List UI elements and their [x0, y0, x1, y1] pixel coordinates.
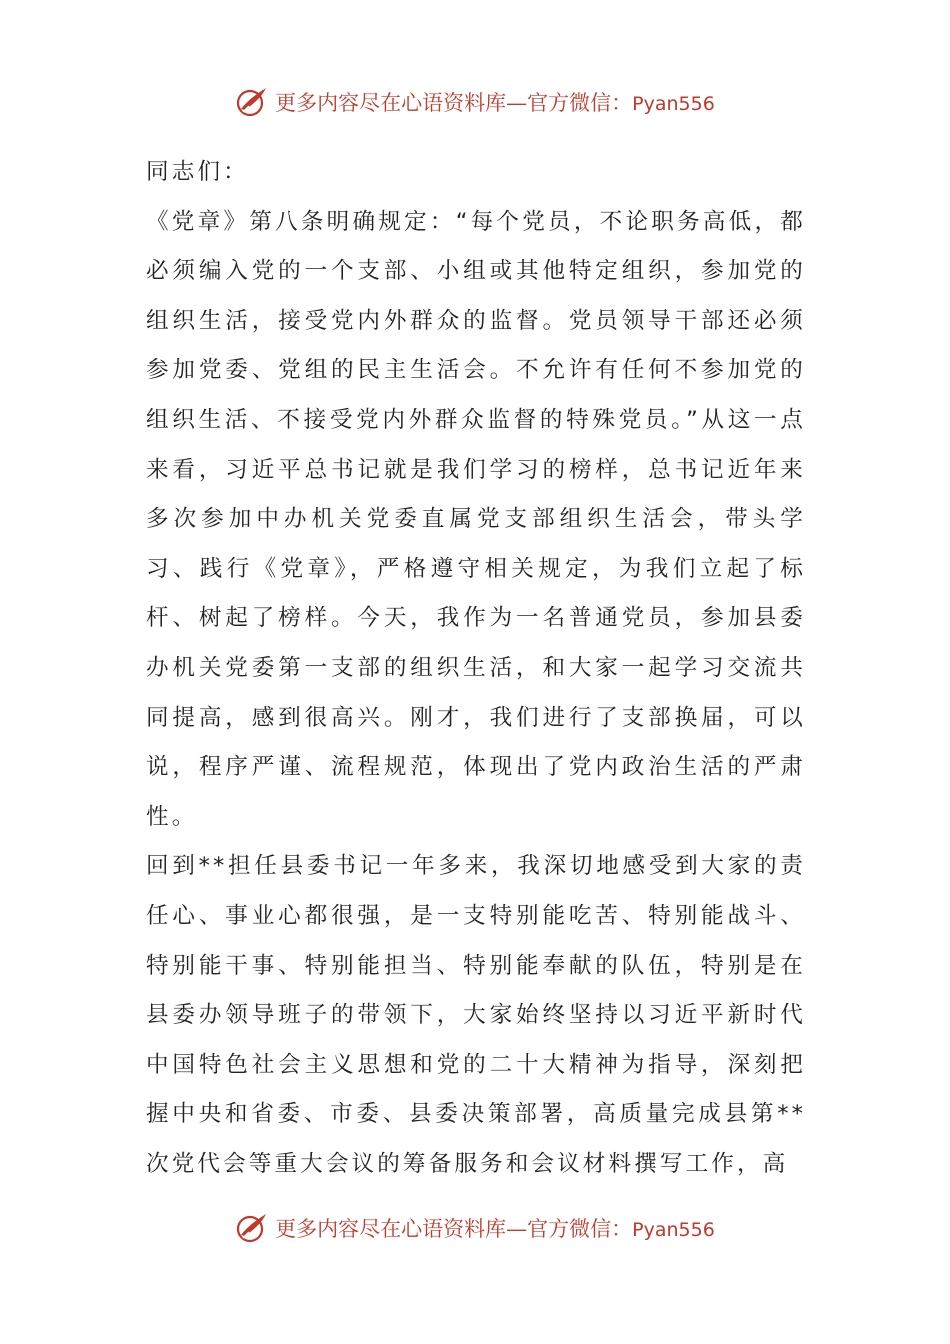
quill-logo-icon [235, 85, 269, 119]
footer-watermark [0, 1208, 950, 1248]
salutation: 同志们： [146, 159, 249, 185]
paragraph-1: 《党章》第八条明确规定：“每个党员，不论职务高低，都必须编入党的一个支部、小组或其他特定组织，参加党的组织生活，接受党内外群众的监督。党员领导干部还必须参加党委、党组的民主生活会。不允许有任何不参加党的组织生活、不接受党内外群众监督的特殊党员。”从这一点来看，习近平总书记就是我们学习的榜样，总书记近年来多次参加中办机关党委直属党支部组织生活会，带头学习、践行《党章》，严格遵守相关规定，为我们立起了标杆、树起了榜样。今天，我作为一名普通党员，参加县委办机关党委第一支部的组织生活，和大家一起学习交流共同提高，感到很高兴。刚才，我们进行了支部换届，可以说，程序严谨、流程规范，体现出了党内政治生活的严肃性。 [146, 208, 806, 830]
quill-logo-icon [235, 1211, 269, 1245]
header-watermark [0, 82, 950, 122]
watermark-text: 更多内容尽在心语资料库—官方微信：Pyan556 [275, 91, 715, 115]
watermark-wechat-id: Pyan556 [632, 1219, 715, 1241]
watermark-wechat-id: Pyan556 [632, 93, 715, 115]
paragraph-2: 回到**担任县委书记一年多来，我深切地感受到大家的责任心、事业心都很强，是一支特别能吃苦、特别能战斗、特别能干事、特别能担当、特别能奉献的队伍，特别是在县委办领导班子的带领下，大家始终坚持以习近平新时代中国特色社会主义思想和党的二十大精神为指导，深刻把握中央和省委、市委、县委决策部署，高质量完成县第**次党代会等重大会议的筹备服务和会议材料撰写工作，高 [146, 853, 806, 1177]
watermark-text: 更多内容尽在心语资料库—官方微信：Pyan556 [275, 1217, 715, 1241]
document-body [146, 148, 806, 1189]
